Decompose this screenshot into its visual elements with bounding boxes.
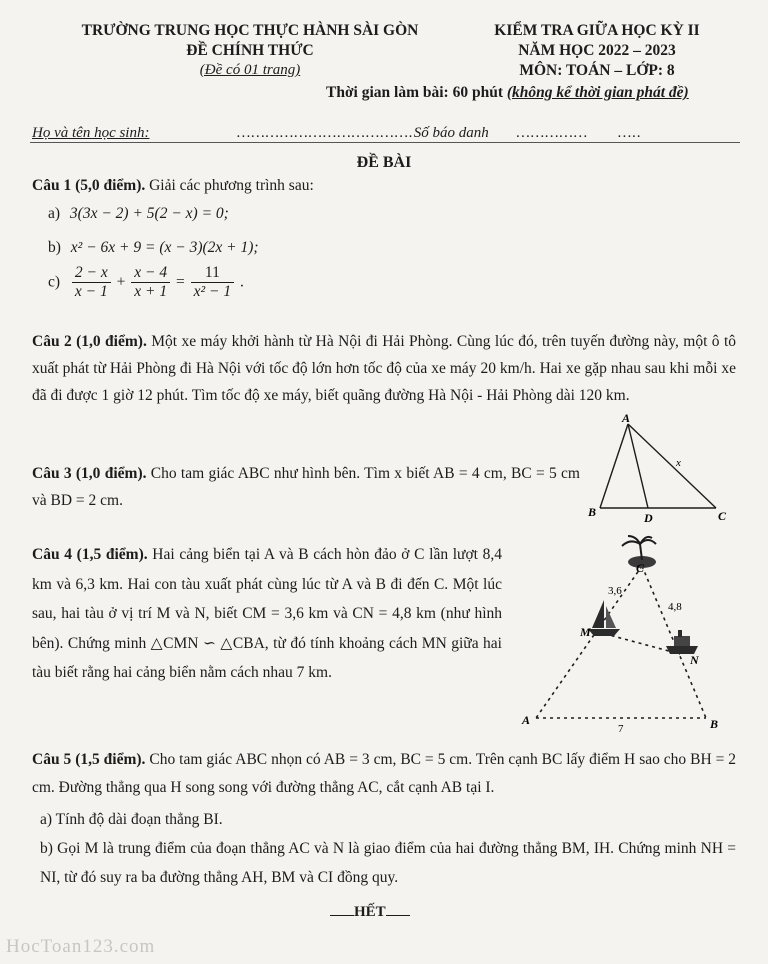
exam-heading: ĐỀ BÀI (356, 154, 412, 171)
student-name-label: Họ và tên học sinh: (32, 125, 150, 141)
time-label: Thời gian làm bài: 60 phút (326, 84, 503, 101)
q4-label-ab: 7 (618, 723, 624, 735)
q1b-equation: x² − 6x + 9 = (x − 3)(2x + 1); (70, 239, 259, 256)
school-year: NĂM HỌC 2022 – 2023 (518, 42, 676, 59)
q1c-f3-den: x² − 1 (193, 282, 232, 300)
q1a-equation: 3(3x − 2) + 5(2 − x) = 0; (69, 205, 229, 222)
q3-triangle-figure (580, 412, 740, 524)
dots-tail: ….. (617, 125, 642, 141)
q4-head: Câu 4 (1,5 điểm). (32, 546, 148, 563)
q5-head: Câu 5 (1,5 điểm). (32, 751, 146, 768)
q3-side-ab (600, 424, 628, 508)
q1a-label: a) (48, 205, 61, 222)
q4-label-cn: 4,8 (668, 601, 682, 613)
q4-label-c: C (636, 561, 645, 575)
q4-label-cm: 3,6 (608, 585, 622, 597)
q3-segment-ad (628, 424, 648, 508)
q1c-fraction-1 (72, 265, 111, 299)
q5-part-a: a) Tính độ dài đoạn thẳng BI. (40, 811, 223, 828)
q3-side-ac (628, 424, 716, 508)
q1c-fraction-3 (191, 265, 235, 299)
q1c-f2-den: x + 1 (134, 282, 168, 300)
q1c-plus: + (116, 273, 126, 291)
q4-side-ca (536, 566, 642, 718)
q1-head: Câu 1 (5,0 điểm). (32, 177, 146, 194)
pages-note: (Đề có 01 trang) (199, 62, 301, 78)
q1c-f3-num: 11 (191, 265, 235, 283)
end-text: HẾT (354, 904, 386, 920)
q3-label-c: C (718, 509, 727, 523)
q1c-f2-num: x − 4 (131, 265, 170, 283)
q4-sea-figure (508, 528, 748, 740)
end-marker (330, 904, 410, 921)
q1-part-a (48, 206, 229, 222)
q1c-f1-den: x − 1 (74, 282, 108, 300)
sailboat-icon (588, 600, 620, 636)
q5 (32, 746, 736, 802)
q4-label-a: A (522, 713, 531, 727)
q1-intro (32, 178, 314, 194)
q1c-f1-num: 2 − x (72, 265, 111, 283)
q3-text: Cho tam giác ABC như hình bên. Tìm x biết AB = 4 cm, BC = 5 cm và BD = 2 cm. (32, 465, 580, 509)
q1-text: Giải các phương trình sau: (149, 177, 314, 194)
q4-text: Hai cảng biển tại A và B cách hòn đảo ở C lần lượt 8,4 km và 6,3 km. Hai con tàu xuất phát cùng lúc từ A và B đi đến C. Một lúc sau, hai tàu ở vị trí M và N, biết CM = 3,6 km và CN = 4,8 km (như hình bên). Chứng minh △CMN ∽ △CBA, từ đó tính khoảng cách MN giữa hai tàu biết rằng hai cảng biển nằm cách nhau 7 km. (32, 546, 503, 681)
student-name-line (32, 125, 642, 142)
q3 (32, 460, 580, 514)
student-id-label: Số báo danh (413, 125, 489, 141)
q5-text: Cho tam giác ABC nhọn có AB = 3 cm, BC = 5 cm. Trên cạnh BC lấy điểm H sao cho BH = 2 cm. Đường thẳng qua H song song với đường thẳng AC, cắt cạnh AB tại I. (32, 751, 737, 796)
q2-head: Câu 2 (1,0 điểm). (32, 333, 147, 350)
q1c-equals: = (175, 273, 185, 291)
q4-label-m: M (580, 625, 591, 639)
q1-part-c (48, 265, 244, 299)
q1-part-b (48, 240, 259, 256)
q1b-label: b) (48, 239, 61, 256)
q1c-label: c) (48, 273, 61, 291)
exam-title: KIỂM TRA GIỮA HỌC KỲ II (494, 22, 700, 39)
q1c-fraction-2 (131, 265, 170, 299)
official-label: ĐỀ CHÍNH THỨC (186, 42, 314, 59)
q3-label-b: B (588, 505, 597, 519)
q1c-end: . (239, 273, 244, 291)
dots-mid: ………………………………. (236, 125, 414, 141)
time-note: (không kể thời gian phát đề) (506, 84, 689, 101)
subject: MÔN: TOÁN – LỚP: 8 (519, 62, 675, 79)
q3-head: Câu 3 (1,0 điểm). (32, 465, 147, 482)
header-divider (30, 142, 740, 143)
q2 (32, 328, 736, 409)
dots-end: …………… (516, 125, 589, 141)
q5-part-b: b) Gọi M là trung điểm của đoạn thẳng AC và N là giao điểm của hai đường thẳng BM, IH. Chứng minh NH = NI, từ đó suy ra ba đường thẳng AH, BM và CI đồng quy. (40, 840, 736, 886)
q3-label-x: x (676, 457, 681, 469)
watermark: HocToan123.com (6, 936, 156, 957)
time-line (326, 84, 689, 102)
q4 (32, 540, 502, 688)
ship-icon (666, 630, 698, 654)
q4-label-b: B (710, 717, 719, 731)
q2-text: Một xe máy khởi hành từ Hà Nội đi Hải Phòng. Cùng lúc đó, trên tuyến đường này, một ô tô xuất phát từ Hải Phòng đi Hà Nội với tốc độ lớn hơn tốc độ của xe máy 20 km/h. Hai xe gặp nhau sau khi mỗi xe đã đi được 1 giờ 12 phút. Tìm tốc độ xe máy, biết quãng đường Hà Nội - Hải Phòng dài 120 km. (32, 333, 737, 404)
q4-label-n: N (690, 653, 699, 667)
q3-label-d: D (644, 511, 653, 524)
school-name: TRƯỜNG TRUNG HỌC THỰC HÀNH SÀI GÒN (81, 22, 419, 39)
q3-label-a: A (622, 412, 631, 425)
